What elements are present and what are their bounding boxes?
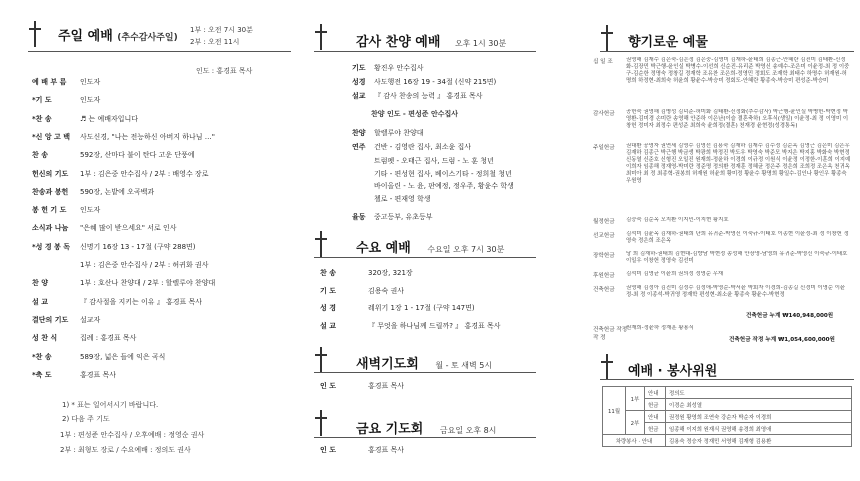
offering-label: 주일헌금 [593, 145, 615, 151]
offering-label: 건축헌금 [593, 287, 615, 293]
order-label: 예 배 부 름 [32, 78, 67, 86]
divider [314, 372, 536, 373]
performer-line: 기타 - 편성현 집사, 베이스기타 - 정희철 청년 [374, 169, 512, 178]
dawn-leader-row: 인 도 홍경표 목사 [320, 382, 405, 390]
part-cell: 1부 [626, 387, 645, 411]
table-row [603, 387, 852, 399]
section-title: 수요 예배 수요일 오후 7시 30분 [356, 241, 505, 256]
order-label: 설 교 [32, 297, 48, 306]
order-value: 590장, 논밭에 오곡백과 [80, 187, 155, 196]
order-value: 황진우 안수집사 [374, 64, 424, 72]
order-label: 결단의 기도 [32, 315, 69, 324]
section-title: 새벽기도회 월 - 토 새벽 5시 [356, 357, 493, 372]
order-row [32, 205, 100, 215]
order-label: *찬 송 [32, 352, 52, 361]
note-line: 1) * 표는 일어서시기 바랍니다. [62, 401, 159, 409]
table-row [603, 411, 852, 423]
cross-icon [600, 354, 614, 380]
order-label: *신 앙 고 백 [32, 132, 71, 141]
offering-names: 권영해 김정아 김진미 김정수 김정애-박영순-박서윤 박회자 이경희-김종길 신경미 이영순 이윤정-최 정 이종석-박귀영 정재학 편성현-최소윤 황종숙 황윤수-박현정 [626, 285, 846, 298]
order-label: 설 교 [320, 321, 336, 330]
note-line: 2부 : 최형도 장로 / 수요예배 : 정의도 권사 [60, 446, 191, 454]
order-label: 소식과 나눔 [32, 224, 69, 233]
dance-row: 율동 중고등부, 유초등부 [352, 213, 433, 221]
order-row [32, 114, 138, 124]
divider [28, 51, 291, 52]
section-title: 예배 · 봉사위원 [628, 364, 718, 379]
order-label: 헌신의 기도 [32, 169, 69, 178]
order-value: 589장, 넓은 들에 익은 곡식 [80, 352, 166, 361]
divider [314, 437, 536, 438]
order-label: 설교 [352, 92, 366, 100]
order-row [32, 95, 100, 105]
order-label: 성 경 [320, 304, 336, 312]
names-cell: 김용숙 정승자 정재민 서영해 김재형 김용환 [666, 435, 852, 447]
order-value: 1부 : 김은중 안수집사 / 2부 : 배영수 장로 [80, 169, 209, 178]
order-row [352, 63, 424, 73]
pledge-total: 건축헌금 작정 누계 ₩1,054,600,000원 [729, 337, 835, 343]
service-time-2: 2부 : 오전 11시 [190, 38, 240, 46]
section-title: 향기로운 예물 [628, 35, 708, 50]
offering-names: 김석미 김윤옥 김재하-권태희 단희 유귀준-박영신 이숙규-이태호 이종현 이윤정-최 정 이창헌 정영숙 정은희 조은옥 [626, 231, 849, 244]
performer-line: 첼로 - 편재영 학생 [374, 194, 431, 203]
order-label: 성경 [352, 78, 366, 86]
order-value: 신명기 16장 13 - 17절 (구약 288면) [80, 242, 196, 251]
order-value: 인도자 [80, 78, 101, 86]
cross-icon [28, 21, 42, 47]
order-row [32, 333, 136, 343]
order-label: 기 도 [320, 286, 336, 295]
order-value: 『 무엇을 하나님께 드릴까? 』 홍경표 목사 [368, 321, 501, 330]
order-value: 『 감사절을 지키는 이유 』 홍경표 목사 [80, 297, 203, 306]
names-cell: 권정원 황영희 조연숙 강순자 박순자 이경희 [666, 411, 852, 423]
offering-label: 감사헌금 [593, 111, 615, 117]
names-cell: 정의도 [666, 387, 852, 399]
divider [600, 51, 854, 52]
order-row [352, 91, 483, 101]
worship-leader: 인도 : 홍경표 목사 [196, 67, 253, 75]
order-row [32, 297, 202, 307]
building-total: 건축헌금 누계 ₩140,948,000원 [746, 313, 834, 319]
order-value: 설교자 [80, 315, 101, 324]
order-row [352, 128, 424, 138]
offering-names: 원재희-정윤하 정재훈 황용식 [626, 325, 694, 331]
performer-line: 트럼펫 - 오태근 집사, 드럼 - 노 훈 청년 [374, 157, 494, 165]
vehicle-label: 차량봉사 · 안내 [603, 435, 666, 447]
order-value: "은혜 많이 받으세요" 서로 인사 [80, 224, 177, 233]
order-row [32, 223, 176, 233]
order-label: 기도 [352, 64, 366, 72]
order-row [32, 370, 116, 380]
note-line: 2) 다음 주 기도 [62, 415, 110, 423]
role-cell: 안내 [645, 411, 666, 423]
role-cell: 헌금 [645, 423, 666, 435]
cross-icon [314, 24, 328, 50]
offering-label: 선교헌금 [593, 233, 615, 239]
order-value: 사도행전 16장 19 - 34절 (신약 215면) [374, 78, 497, 86]
order-label: 봉 헌 기 도 [32, 206, 67, 215]
order-row [32, 242, 196, 252]
order-row [320, 286, 404, 296]
names-cell: 이경순 최성열 [666, 399, 852, 411]
thanksgiving-section [306, 0, 538, 481]
order-row [32, 352, 165, 362]
order-label: 성 찬 식 [32, 334, 58, 343]
order-row [32, 278, 215, 288]
order-row [320, 321, 501, 331]
order-row [32, 315, 100, 325]
service-time-1: 1부 : 오전 7시 30분 [190, 26, 253, 34]
order-row [32, 187, 154, 197]
names-cell: 임종해 이지희 원재식 권영해 송경희 최영애 [666, 423, 852, 435]
order-row [32, 260, 208, 270]
order-value: 사도신경, "나는 전능하신 아버지 하나님 …" [80, 132, 215, 141]
section-title: 금요 기도회 금요일 오후 8시 [356, 422, 497, 437]
order-row [320, 303, 475, 313]
offering-names: 당 희 김재하-권태희 김현대-김향남 박현정 송성해 안장영-남영희 유귀준-박영신 이숙규-이태호 이일우 이창헌 정영숙 김선미 [626, 251, 848, 264]
order-value: 320장, 321장 [368, 269, 413, 277]
volunteer-table [602, 386, 852, 447]
order-value: 집례 : 홍경표 목사 [80, 334, 137, 343]
order-label: *성 경 봉 독 [32, 242, 71, 251]
offering-names: 공헌숙 권영해 김병성 김덕준-허미화 김태환-신정화(추수감사) 박근행-윤인실 박병헌-박현정 박영환-김미경 손미란 송영해 안준하 이은난(이슬 결혼축하) 오후식(생일) 이윤정-최 정 이영미 이창헌 정미자 최정수 편성준 최희숙 윤희정(결혼) 천재경 윤현정(성경통독) [626, 109, 849, 129]
order-row [320, 268, 413, 278]
order-label: 찬 양 [32, 279, 48, 288]
order-value: 1부 : 김은중 안수집사 / 2부 : 허귀화 권사 [80, 261, 209, 269]
order-value: ♬ 는 예배자입니다 [80, 114, 139, 123]
order-row [352, 77, 496, 87]
friday-leader-row: 인 도 홍경표 목사 [320, 446, 405, 454]
offering-label: 월정헌금 [593, 219, 615, 225]
divider [600, 379, 854, 380]
order-value: 김용숙 권사 [368, 286, 405, 295]
order-value: 1부 : 호산나 찬양대 / 2부 : 할렐루야 찬양대 [80, 279, 216, 288]
order-label: 찬송과 봉헌 [32, 187, 69, 196]
order-value: 홍경표 목사 [80, 370, 117, 379]
part-cell: 2부 [626, 411, 645, 435]
order-value: 592장, 산마다 불이 탄다 고운 단풍에 [80, 151, 195, 160]
section-title: 주일 예배 (추수감사주일) [58, 29, 178, 44]
order-value: 레위기 1장 1 - 17절 (구약 147면) [368, 304, 475, 312]
cross-icon [314, 231, 328, 257]
performer-line: 바이올린 - 노 윤, 판예정, 정우주, 황윤수 학생 [374, 182, 514, 190]
cross-icon [314, 410, 328, 436]
order-label: 찬양 [352, 129, 366, 137]
order-row [32, 150, 195, 160]
offering-names: 김승숙 김순옥 오지환 이지민-이지현 황지호 [626, 217, 729, 223]
praise-leader: 찬양 인도 - 편성준 안수집사 [371, 110, 459, 118]
offering-names: 권영해 김재수 김은숙-김은정 김은중-김영미 김재하-윤태희 김종근-안혜란 김진미 김태환-신정화-김장민 박근행-윤인실 박병수-이선희 신순진-유리준 박영신 송예수-조은미 이윤정-최 정 이중구-김순한 정명숙 정창길 정재학 조유찬 조은희-정영민 정회도 조재학 최태수 하명수 허재원-허명희 하정현-최희숙 허윤희 황윤수-박승미 정회도-안혜란 황종숙-박승미 편성준-박승미 [626, 57, 850, 84]
offering-label: 장학헌금 [593, 253, 615, 259]
order-label: *찬 송 [32, 114, 52, 123]
offering-label: 건축헌금 작정 [593, 327, 628, 333]
order-label: 찬 송 [320, 269, 336, 277]
offerings-section [588, 0, 856, 481]
divider [314, 51, 536, 52]
order-row [32, 77, 100, 87]
order-value: 할렐루야 찬양대 [374, 129, 424, 137]
offering-names: 김석미 김영균 이윤희 권의정 정영순 우재 [626, 271, 724, 277]
order-row [32, 169, 208, 179]
offering-label: 작 정 [593, 335, 606, 341]
role-cell: 안내 [645, 387, 666, 399]
section-title: 감사 찬양 예배 오후 1시 30분 [356, 35, 507, 50]
cross-icon [314, 347, 328, 373]
divider [314, 257, 536, 258]
order-value: 인도자 [80, 96, 101, 105]
order-value: 인도자 [80, 206, 101, 215]
offering-label: 십 일 조 [593, 59, 613, 65]
order-label: 연주 [352, 143, 366, 151]
table-row [603, 435, 852, 447]
order-row [352, 142, 471, 152]
month-cell: 11월 [603, 387, 626, 435]
order-value: 『 감사 찬송의 능력 』 홍경표 목사 [374, 92, 483, 100]
cross-icon [600, 25, 614, 51]
offering-names: 권대환 공영자 권연세 김영수 김영선 김용숙 김재하 김재수 김수정 김순옥 김영근 김은미 김은우 김재하 김종근 박근행 박금생 박광희 박정진 박도우 박영숙 박준모 박지은 박지홍 박화숙 박현정 신동열 신준호 신형진 오일진 원재희-정윤하 이경희 이규정 이원식 이윤정 이정한-이훈희 이지예 이희자 임종해 정재영-박미란 정준명 정의환 정재훈 정혜균 정은주 정은희 조희정 조은옥 천귀옥 최미아 최 정 최종혁-권봉희 허재원 허윤희 황미정 황윤수 황명희 황일수-김인나 황인우 황종숙 우원영 [626, 143, 851, 184]
order-value: 건반 - 김영란 집사, 최소윤 집사 [374, 143, 472, 151]
order-row [32, 132, 215, 142]
order-label: *축 도 [32, 370, 52, 379]
order-label: 찬 송 [32, 151, 48, 160]
note-line: 1부 : 편성준 안수집사 / 오후예배 : 정영순 권사 [60, 431, 205, 439]
order-label: *기 도 [32, 96, 52, 105]
sunday-worship-section [0, 0, 296, 481]
offering-label: 후원헌금 [593, 273, 615, 279]
role-cell: 헌금 [645, 399, 666, 411]
